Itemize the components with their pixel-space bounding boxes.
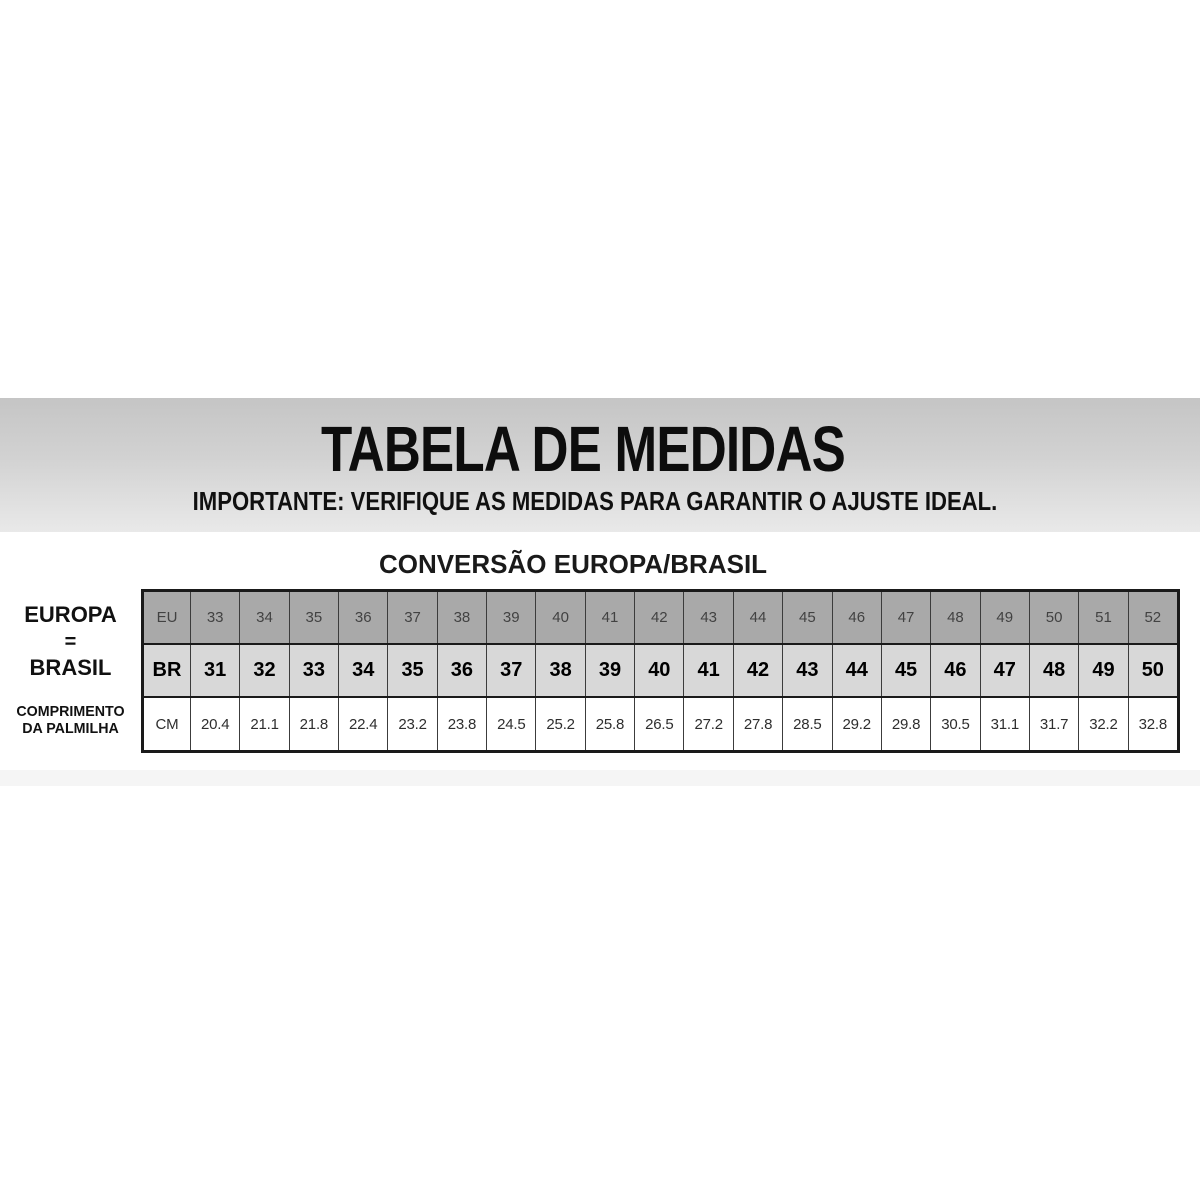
table-cell: 40 [535, 592, 584, 643]
table-cell: 27.2 [683, 698, 732, 750]
label-equals: = [64, 631, 77, 653]
table-cell: 38 [535, 645, 584, 696]
label-europa: EUROPA [24, 602, 117, 627]
table-cell: 32.8 [1128, 698, 1177, 750]
table-cell: 38 [437, 592, 486, 643]
table-row-br [144, 645, 1177, 698]
divider-band [0, 770, 1200, 786]
table-cell: 50 [1029, 592, 1078, 643]
table-cell: 30.5 [930, 698, 979, 750]
table-cell: 42 [634, 592, 683, 643]
table-cell: 42 [733, 645, 782, 696]
table-cell: 46 [930, 645, 979, 696]
table-cell: 23.2 [387, 698, 436, 750]
table-cell: 49 [980, 592, 1029, 643]
table-cell: 37 [387, 592, 436, 643]
table-cell: 39 [486, 592, 535, 643]
table-cell: 32.2 [1078, 698, 1127, 750]
table-cell: 31 [190, 645, 239, 696]
table-cell: 45 [782, 592, 831, 643]
table-cell: 49 [1078, 645, 1127, 696]
table-cell: 43 [683, 592, 732, 643]
table-cell: 28.5 [782, 698, 831, 750]
table-cell: 32 [239, 645, 288, 696]
row-unit-label: BR [152, 659, 182, 681]
label-comprimento-line1: COMPRIMENTO [16, 703, 125, 720]
row-unit-label: CM [155, 715, 179, 733]
table-cell: 37 [486, 645, 535, 696]
table-cell: 31.7 [1029, 698, 1078, 750]
table-cell: 47 [881, 592, 930, 643]
table-cell: 21.8 [289, 698, 338, 750]
table-cell: 35 [387, 645, 436, 696]
table-cell: 40 [634, 645, 683, 696]
table-cell: 35 [289, 592, 338, 643]
table-cell: 34 [239, 592, 288, 643]
table-cell: 48 [1029, 645, 1078, 696]
table-cell: 24.5 [486, 698, 535, 750]
label-comprimento-line2: DA PALMILHA [22, 720, 119, 737]
table-cell: 41 [585, 592, 634, 643]
table-cell: 34 [338, 645, 387, 696]
table-cell: 25.8 [585, 698, 634, 750]
table-cell: 27.8 [733, 698, 782, 750]
table-cell: 20.4 [190, 698, 239, 750]
table-cell: 46 [832, 592, 881, 643]
table-cell: 45 [881, 645, 930, 696]
table-cell: 33 [190, 592, 239, 643]
table-cell: 36 [437, 645, 486, 696]
table-cell: 21.1 [239, 698, 288, 750]
label-comprimento-palmilha [4, 703, 138, 737]
table-row-cm [144, 698, 1177, 750]
label-brasil: BRASIL [29, 655, 112, 680]
table-cell: 33 [289, 645, 338, 696]
table-cell: 50 [1128, 645, 1177, 696]
table-cell: 51 [1078, 592, 1127, 643]
row-unit-label: EU [156, 609, 178, 626]
table-cell: 31.1 [980, 698, 1029, 750]
page-subtitle: IMPORTANTE: VERIFIQUE AS MEDIDAS PARA GARANTIR O AJUSTE IDEAL. [192, 486, 998, 516]
table-cell: 26.5 [634, 698, 683, 750]
table-cell: 52 [1128, 592, 1177, 643]
table-cell: 23.8 [437, 698, 486, 750]
row-group-labels [0, 589, 141, 753]
table-cell: 47 [980, 645, 1029, 696]
conversion-table [141, 589, 1180, 753]
conversion-table-heading: CONVERSÃO EUROPA/BRASIL [378, 549, 768, 579]
table-cell: 22.4 [338, 698, 387, 750]
page-title: TABELA DE MEDIDAS [321, 413, 845, 485]
table-cell: 44 [733, 592, 782, 643]
table-cell: 44 [832, 645, 881, 696]
table-cell: 29.2 [832, 698, 881, 750]
table-cell: 41 [683, 645, 732, 696]
table-cell: 36 [338, 592, 387, 643]
table-cell: 43 [782, 645, 831, 696]
table-cell: 25.2 [535, 698, 584, 750]
table-cell: 48 [930, 592, 979, 643]
table-cell: 29.8 [881, 698, 930, 750]
table-row-eu [144, 592, 1177, 645]
table-cell: 39 [585, 645, 634, 696]
